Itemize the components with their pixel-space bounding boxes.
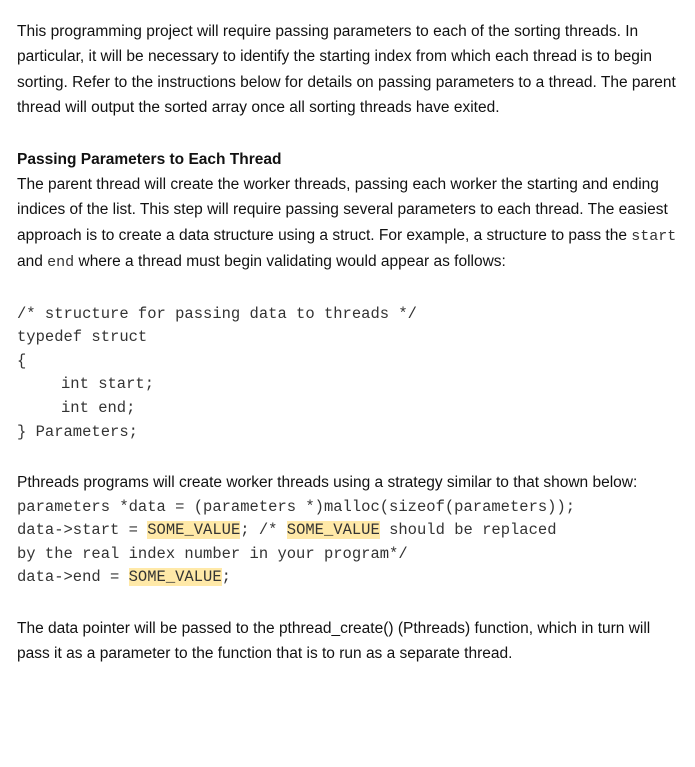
code-line-open-brace: { bbox=[17, 351, 27, 370]
section-heading: Passing Parameters to Each Thread bbox=[17, 150, 282, 168]
passing-parameters-paragraph bbox=[17, 172, 682, 276]
pthreads-paragraph: Pthreads programs will create worker threads using a strategy similar to that shown below: bbox=[17, 474, 638, 492]
code-comment: /* structure for passing data to threads */ bbox=[17, 304, 417, 323]
code-line-start-assign bbox=[17, 519, 682, 543]
code-line-comment-continued: by the real index number in your program*/ bbox=[17, 544, 408, 563]
paragraph-text: where a thread must begin validating would appear as follows: bbox=[74, 253, 506, 271]
paragraph-text: and bbox=[17, 253, 48, 271]
code-text: ; /* bbox=[240, 521, 287, 540]
code-field-end: int end; bbox=[61, 399, 136, 418]
code-line-malloc: parameters *data = (parameters *)malloc(sizeof(parameters)); bbox=[17, 497, 576, 516]
code-text: should be replaced bbox=[379, 521, 557, 540]
passing-parameters-section bbox=[17, 147, 682, 276]
inline-code-end: end bbox=[47, 254, 75, 272]
inline-code-start: start bbox=[631, 227, 677, 245]
paragraph-text: The parent thread will create the worker threads, passing each worker the starting and ending indices of the list. This step will require passing several parameters to each thread. The easiest approach is to create a data structure using a struct. For example, a structure to pass the bbox=[17, 176, 668, 244]
closing-paragraph: The data pointer will be passed to the pthread_create() (Pthreads) function, which in turn will pass it as a parameter to the function that is to run as a separate thread. bbox=[17, 620, 651, 663]
code-text: data->end = bbox=[17, 568, 129, 587]
struct-code-block bbox=[17, 303, 682, 445]
pthreads-section bbox=[17, 470, 682, 590]
intro-paragraph: This programming project will require passing parameters to each of the sorting threads. In particular, it will be necessary to identify the starting index from which each thread is to begin sorting. Refer to the instructions below for details on passing parameters to a thread. The parent thread will output the sorted array once all sorting threads have exited. bbox=[17, 23, 676, 117]
code-field-start: int start; bbox=[61, 375, 155, 394]
code-line-typedef: typedef struct bbox=[17, 328, 148, 347]
code-text: data->start = bbox=[17, 521, 148, 540]
highlighted-placeholder: SOME_VALUE bbox=[128, 568, 222, 587]
code-line-end-assign bbox=[17, 566, 682, 590]
code-line-close: } Parameters; bbox=[17, 422, 138, 441]
highlighted-placeholder: SOME_VALUE bbox=[286, 521, 380, 540]
document-page bbox=[17, 19, 682, 667]
highlighted-placeholder: SOME_VALUE bbox=[147, 521, 241, 540]
code-text: ; bbox=[221, 568, 231, 587]
